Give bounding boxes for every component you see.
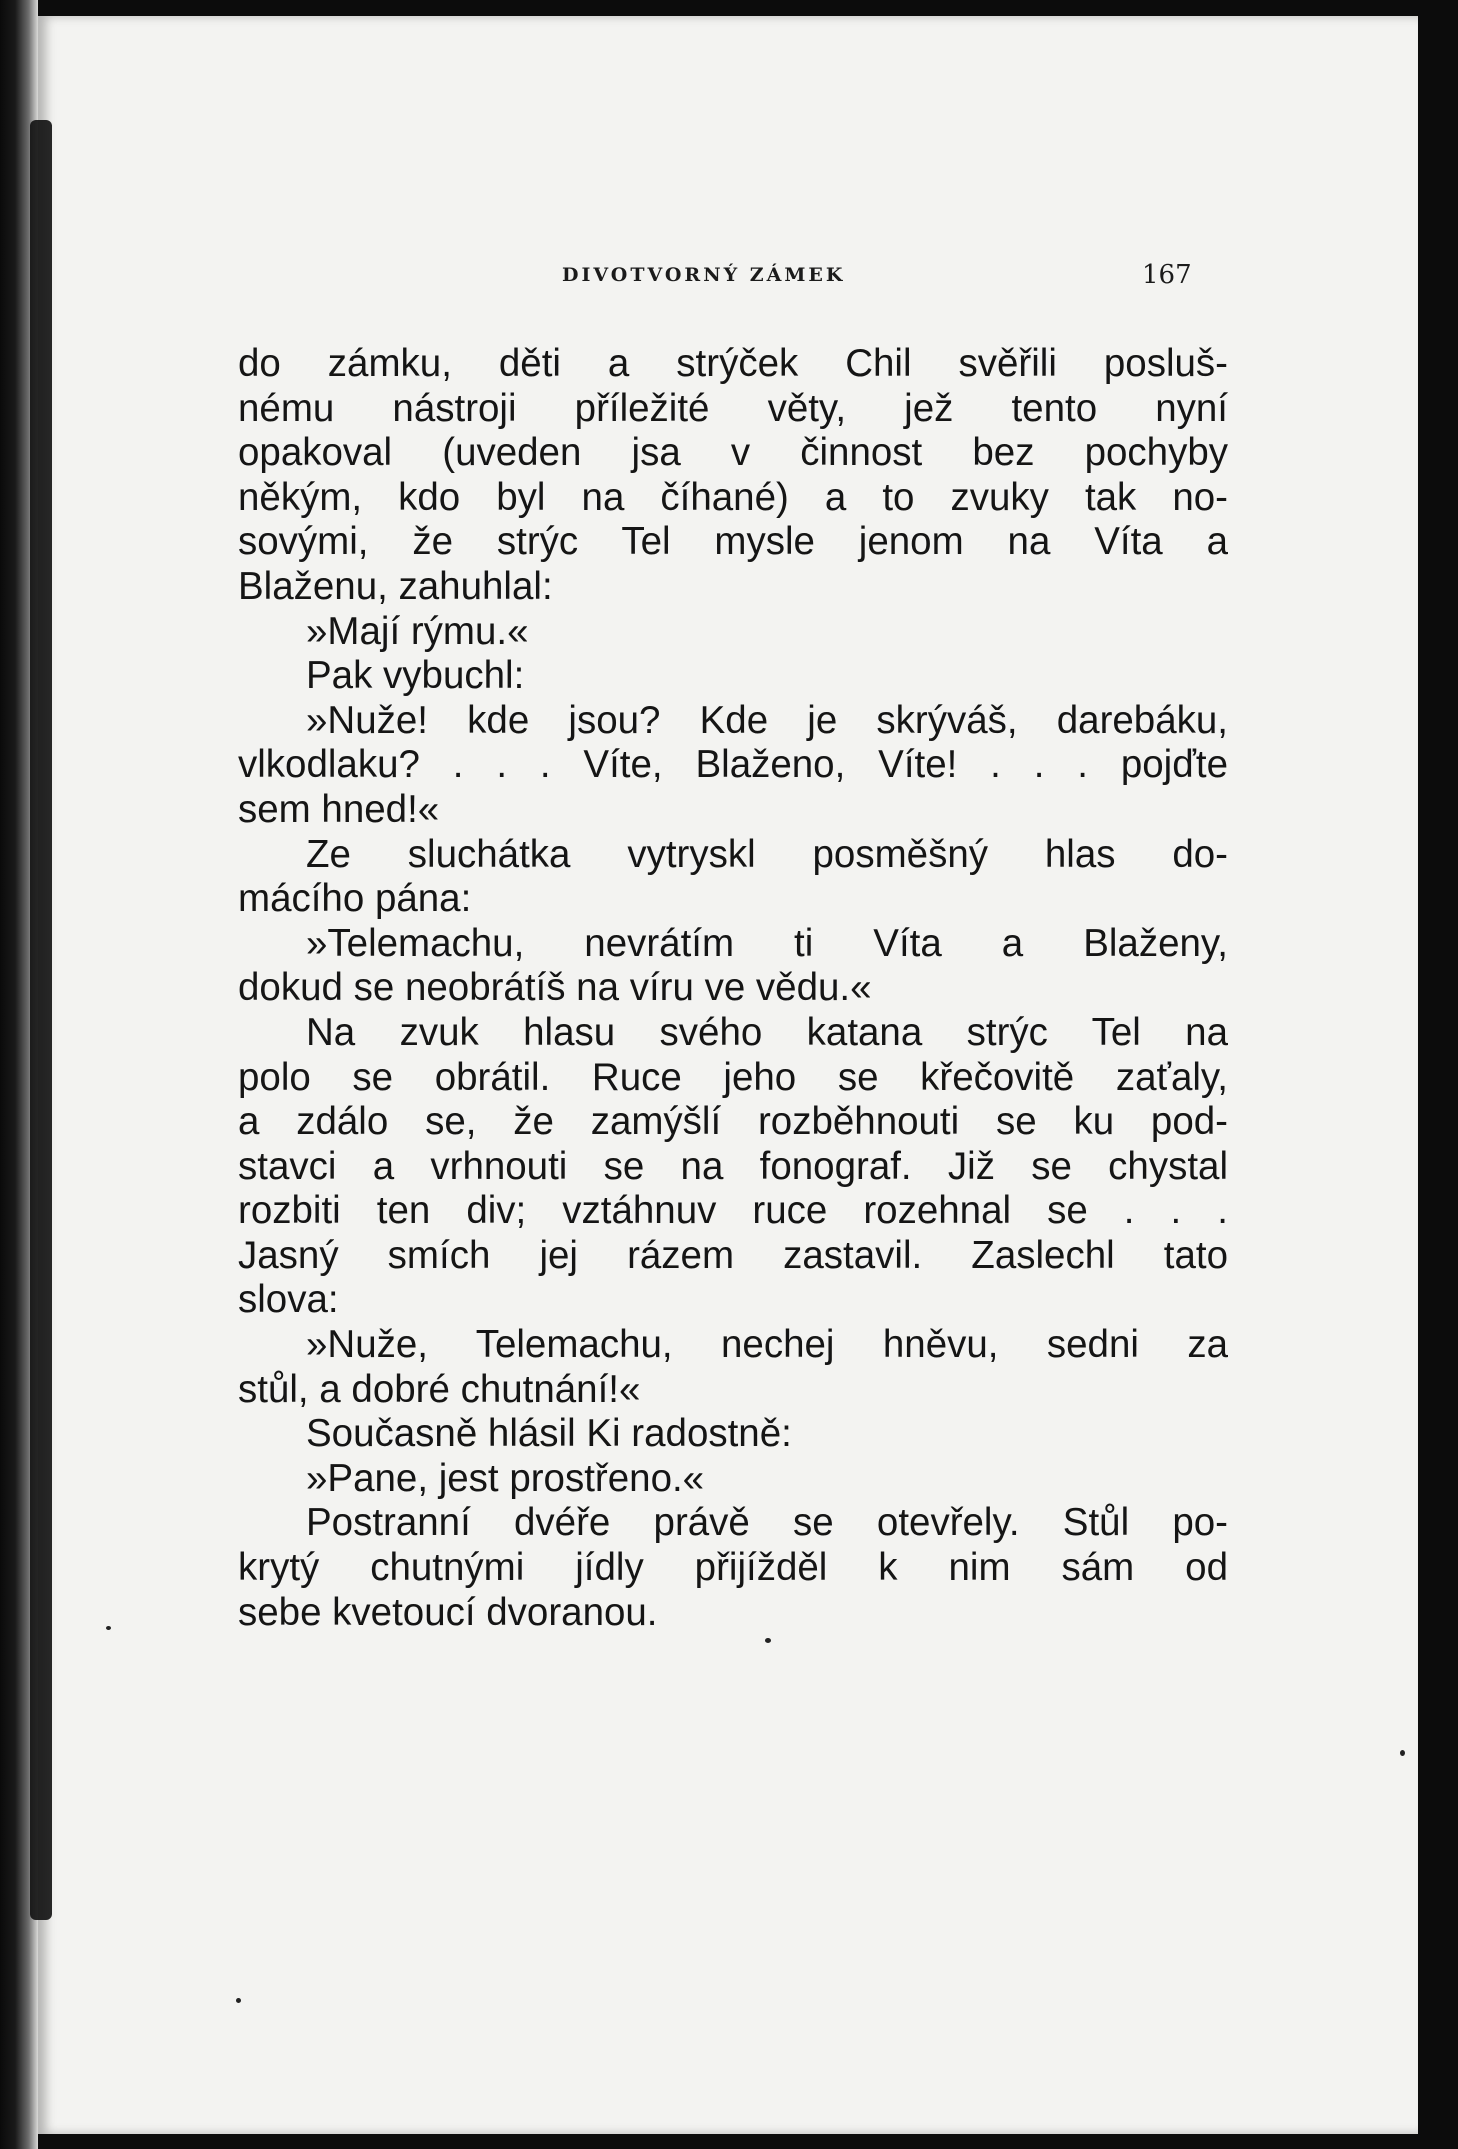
text-line: mácího pána:: [238, 877, 472, 921]
text-line: sem hned!«: [238, 787, 440, 831]
text-line: »Pane, jest prostřeno.«: [306, 1456, 705, 1500]
binding-shadow: [30, 120, 52, 1920]
text-line: nému nástroji příležité věty, jež tento nyní: [238, 386, 1228, 430]
text-line: »Nuže, Telemachu, nechej hněvu, sedni za: [306, 1323, 1228, 1367]
text-line: krytý chutnými jídly přijížděl k nim sám od: [238, 1546, 1228, 1590]
text-line: Postranní dvéře právě se otevřely. Stůl po-: [306, 1501, 1228, 1545]
text-line: sebe kvetoucí dvoranou.: [238, 1590, 658, 1634]
text-line: dokud se neobrátíš na víru ve vědu.«: [238, 966, 872, 1010]
text-line: »Telemachu, nevrátím ti Víta a Blaženy,: [306, 921, 1228, 965]
text-line: »Mají rýmu.«: [306, 609, 529, 653]
running-head-title: DIVOTVORNÝ ZÁMEK: [562, 264, 846, 286]
text-line: rozbiti ten div; vztáhnuv ruce rozehnal se . . .: [238, 1189, 1228, 1233]
text-line: Blaženu, zahuhlal:: [238, 564, 553, 608]
print-speck: [765, 1638, 771, 1643]
text-line: sovými, že strýc Tel mysle jenom na Víta a: [238, 520, 1228, 564]
text-line: Pak vybuchl:: [306, 654, 525, 698]
print-speck: [236, 1998, 241, 2003]
print-speck: [1400, 1750, 1405, 1756]
body-text: [238, 342, 1228, 1635]
text-line: »Nuže! kde jsou? Kde je skrýváš, darebáku,: [306, 698, 1228, 742]
text-line: někým, kdo byl na číhané) a to zvuky tak no-: [238, 475, 1228, 519]
page-number: 167: [1142, 260, 1192, 290]
text-line: Jasný smích jej rázem zastavil. Zaslechl tato: [238, 1233, 1228, 1277]
text-line: Současně hlásil Ki radostně:: [306, 1412, 792, 1456]
text-line: stůl, a dobré chutnání!«: [238, 1367, 641, 1411]
text-line: Ze sluchátka vytryskl posměšný hlas do-: [306, 832, 1228, 876]
text-line: vlkodlaku? . . . Víte, Blaženo, Víte! . . . pojďte: [238, 743, 1228, 787]
text-line: Na zvuk hlasu svého katana strýc Tel na: [306, 1010, 1228, 1054]
text-line: slova:: [238, 1278, 339, 1322]
text-line: stavci a vrhnouti se na fonograf. Již se chystal: [238, 1144, 1228, 1188]
text-line: a zdálo se, že zamýšlí rozběhnouti se ku pod-: [238, 1100, 1228, 1144]
print-speck: [106, 1626, 111, 1630]
book-page: [38, 16, 1418, 2134]
text-line: do zámku, děti a strýček Chil svěřili posluš-: [238, 342, 1228, 385]
text-line: opakoval (uveden jsa v činnost bez pochyby: [238, 431, 1228, 475]
text-line: polo se obrátil. Ruce jeho se křečovitě zaťaly,: [238, 1055, 1228, 1099]
running-head: [38, 260, 1418, 294]
